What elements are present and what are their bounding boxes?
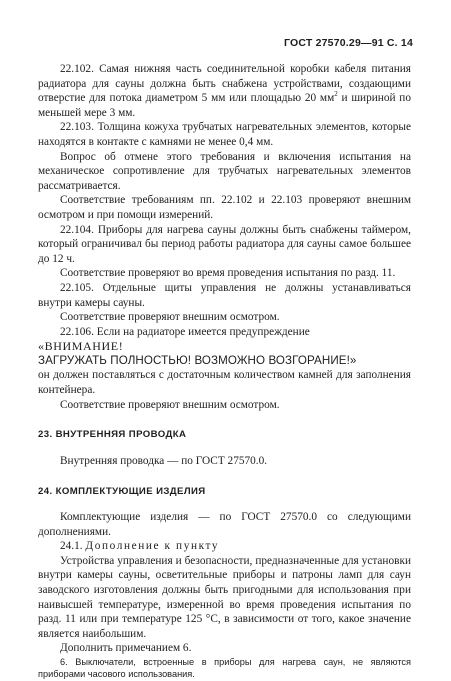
paragraph-compliance-2: Соответствие проверяют во время проведения испытания по разд. 11. xyxy=(60,267,396,280)
paragraph-22-102-part1: 22.102. Самая нижняя часть соединительной коробки кабеля питания радиатора для сауны должна быть снабжена устройствами, создающими отверстие для потока диаметром 5 мм или площадью 20 мм xyxy=(38,63,411,105)
paragraph-22-103: 22.103. Толщина кожуха трубчатых нагревательных элементов, которые находятся в контакте с камнями не менее 0,4 мм. xyxy=(38,121,411,148)
superscript-2: 2 xyxy=(334,90,338,99)
paragraph-compliance-4: Соответствие проверяют внешним осмотром. xyxy=(60,398,280,411)
spacer xyxy=(38,468,411,485)
paragraph-24-1-heading xyxy=(38,539,411,554)
paragraph-compliance-3: Соответствие проверяют внешним осмотром. xyxy=(60,311,280,324)
section-23-title: 23. ВНУТРЕННЯЯ ПРОВОДКА xyxy=(38,429,187,441)
paragraph-22-102 xyxy=(38,62,411,120)
page-header: ГОСТ 27570.29—91 С. 14 xyxy=(283,37,413,49)
section-24-title: 24. КОМПЛЕКТУЮЩИЕ ИЗДЕЛИЯ xyxy=(38,486,206,498)
paragraph-22-105: 22.105. Отдельные щиты управления не должны устанавливаться внутри камеры сауны. xyxy=(38,281,411,309)
warning-title: «ВНИМАНИЕ! xyxy=(38,339,124,354)
paragraph-22-104: 22.104. Приборы для нагрева сауны должны быть снабжены таймером, который ограничивал бы период работы радиатора для сауны самое большее до 12 ч. xyxy=(38,223,411,265)
paragraph-22-102-part2: и шириной по меньшей мере 3 мм. xyxy=(38,92,411,119)
paragraph-after-warning: он должен поставляться с достаточным количеством камней для заполнения контейнера. xyxy=(38,369,411,397)
section-23-text: Внутренняя проводка — по ГОСТ 27570.0. xyxy=(60,454,268,467)
paragraph-24-1-body: Устройства управления и безопасности, предназначенные для установки внутри камеры сауны, осветительные приборы и патроны ламп для саун заводского изготовления должны быть пригодными для использования при наивысшей температуре, измеренной во время проведения испытания по разд. 11 или при температуре 125 °С, в зависимости от того, какое значение является наибольшим. xyxy=(38,554,411,640)
paragraph-22-106: 22.106. Если на радиаторе имеется предупреждение xyxy=(60,325,310,338)
document-body xyxy=(38,62,411,681)
spacer xyxy=(38,500,411,510)
footnote-6: 6. Выключатели, встроенные в приборы для нагрева саун, не являются приборами часового использования. xyxy=(38,656,411,680)
paragraph-question: Вопрос об отмене этого требования и включения испытания на механическое сопротивление для трубчатых нагревательных элементов рассматривается. xyxy=(38,150,411,192)
spacer xyxy=(38,412,411,428)
warning-text: ЗАГРУЖАТЬ ПОЛНОСТЬЮ! ВОЗМОЖНО ВОЗГОРАНИЕ!» xyxy=(38,353,357,367)
spacer xyxy=(38,443,411,454)
paragraph-24-1-spaced-title: Дополнение к пункту xyxy=(85,540,220,553)
section-24-text: Комплектующие изделия — по ГОСТ 27570.0 со следующими дополнениями. xyxy=(38,511,411,538)
paragraph-24-1-number: 24.1. xyxy=(60,540,83,553)
paragraph-compliance-1: Соответствие требованиям пп. 22.102 и 22.103 проверяют внешним осмотром и при помощи измерений. xyxy=(38,194,411,221)
paragraph-add-note: Дополнить примечанием 6. xyxy=(60,642,192,655)
